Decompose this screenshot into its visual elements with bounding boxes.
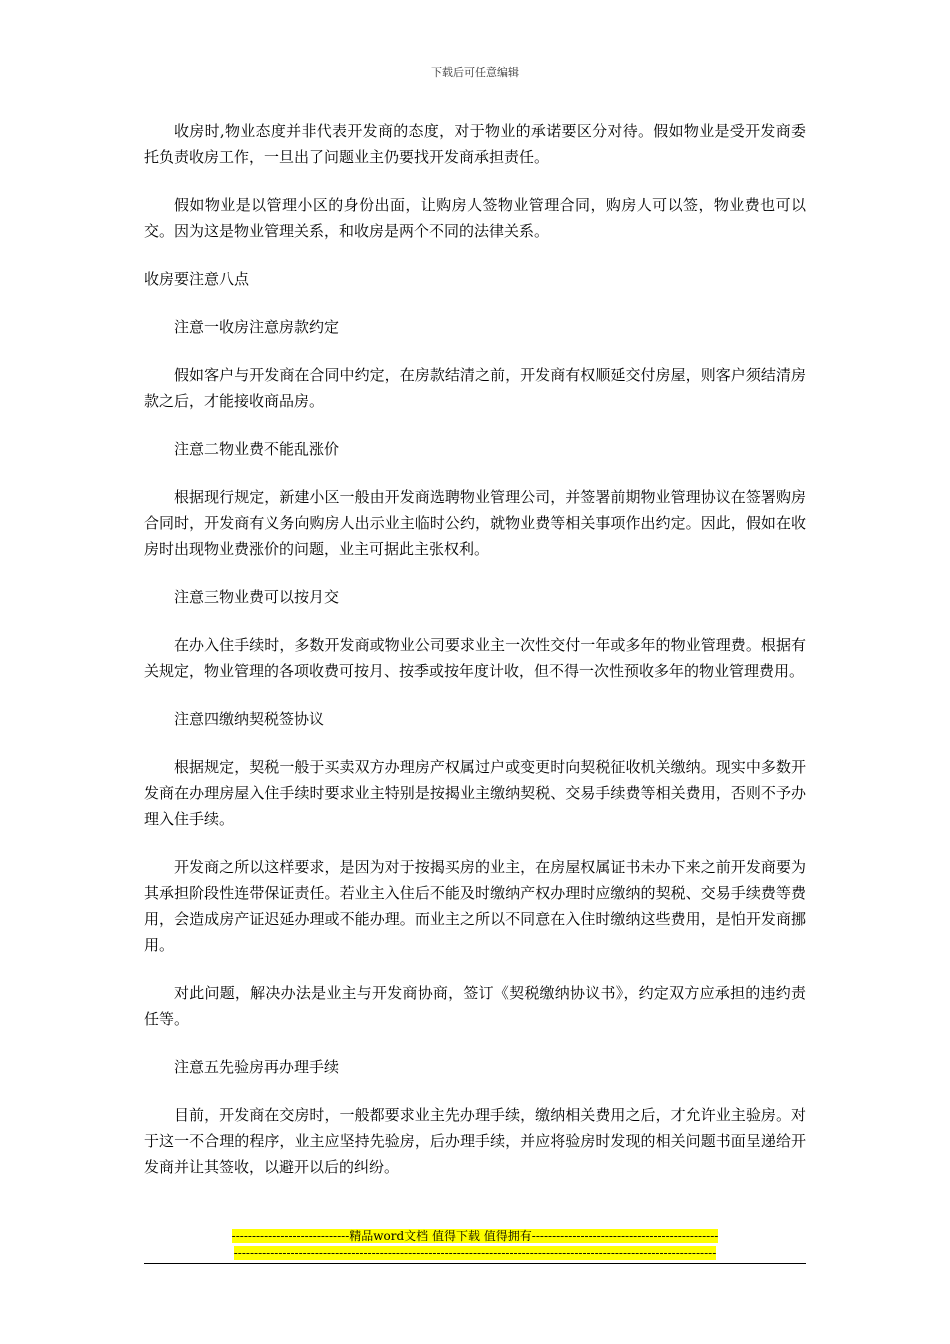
footer-divider bbox=[144, 1263, 806, 1264]
paragraph: 在办入住手续时，多数开发商或物业公司要求业主一次性交付一年或多年的物业管理费。根据有关规定，物业管理的各项收费可按月、按季或按年度计收，但不得一次性预收多年的物业管理费用。 bbox=[144, 636, 806, 680]
footer-line-2 bbox=[144, 1245, 806, 1262]
paragraph: 假如客户与开发商在合同中约定，在房款结清之前，开发商有权顺延交付房屋，则客户须结清房款之后，才能接收商品房。 bbox=[144, 366, 806, 410]
document-body bbox=[144, 118, 806, 1202]
subheading: 注意三物业费可以按月交 bbox=[174, 588, 340, 606]
paragraph: 收房时,物业态度并非代表开发商的态度，对于物业的承诺要区分对待。假如物业是受开发商委托负责收房工作，一旦出了问题业主仍要找开发商承担责任。 bbox=[144, 122, 806, 166]
page-header: 下载后可任意编辑 bbox=[431, 66, 519, 79]
paragraph: 目前，开发商在交房时，一般都要求业主先办理手续，缴纳相关费用之后，才允许业主验房。对于这一不合理的程序，业主应坚持先验房，后办理手续，并应将验房时发现的相关问题书面呈递给开发商并让其签收，以避开以后的纠纷。 bbox=[144, 1106, 806, 1176]
section-heading: 收房要注意八点 bbox=[144, 270, 250, 288]
subheading: 注意二物业费不能乱涨价 bbox=[174, 440, 340, 458]
paragraph: 根据现行规定，新建小区一般由开发商选聘物业管理公司，并签署前期物业管理协议在签署购房合同时，开发商有义务向购房人出示业主临时公约，就物业费等相关事项作出约定。因此，假如在收房时出现物业费涨价的问题，业主可据此主张权利。 bbox=[144, 488, 806, 558]
paragraph: 假如物业是以管理小区的身份出面，让购房人签物业管理合同，购房人可以签，物业费也可以交。因为这是物业管理关系，和收房是两个不同的法律关系。 bbox=[144, 196, 806, 240]
subheading: 注意一收房注意房款约定 bbox=[174, 318, 340, 336]
subheading: 注意四缴纳契税签协议 bbox=[174, 710, 325, 728]
paragraph: 对此问题，解决办法是业主与开发商协商，签订《契税缴纳协议书》，约定双方应承担的违约责任等。 bbox=[144, 984, 806, 1028]
paragraph: 开发商之所以这样要求，是因为对于按揭买房的业主，在房屋权属证书未办下来之前开发商要为其承担阶段性连带保证责任。若业主入住后不能及时缴纳产权办理时应缴纳的契税、交易手续费等费用，会造成房产证迟延办理或不能办理。而业主之所以不同意在入住时缴纳这些费用，是怕开发商挪用。 bbox=[144, 858, 806, 954]
subheading: 注意五先验房再办理手续 bbox=[174, 1058, 340, 1076]
footer-text-1: -----------------------------精品word文档 值得下载 值得拥有---------------------------------------------- bbox=[231, 1229, 719, 1243]
footer-banner bbox=[144, 1228, 806, 1262]
footer-text-2: ----------------------------------------------------------------------------------------------------------------------- bbox=[233, 1246, 717, 1260]
footer-line-1 bbox=[144, 1228, 806, 1245]
paragraph: 根据规定，契税一般于买卖双方办理房产权属过户或变更时向契税征收机关缴纳。现实中多数开发商在办理房屋入住手续时要求业主特别是按揭业主缴纳契税、交易手续费等相关费用，否则不予办理入住手续。 bbox=[144, 758, 806, 828]
